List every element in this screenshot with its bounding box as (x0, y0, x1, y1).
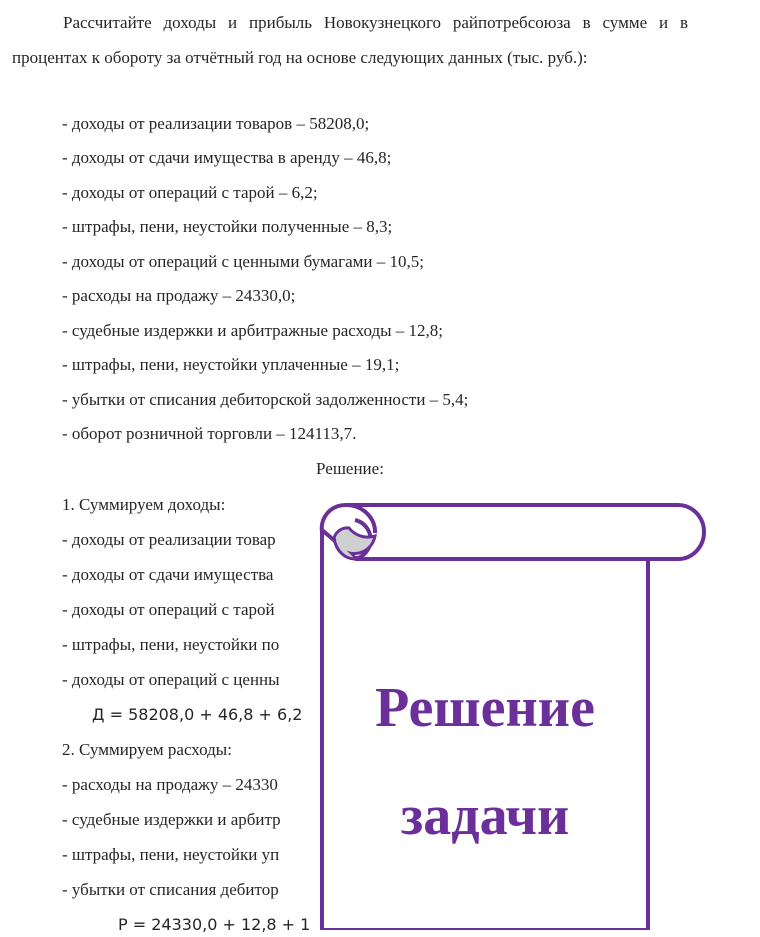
step1-item: - доходы от операций с тарой (62, 600, 275, 619)
scroll-top-roll (346, 505, 704, 559)
step2-item: - убытки от списания дебитор (62, 880, 279, 899)
scroll-title-line2: задачи (400, 785, 570, 847)
solution-heading: Решение: (316, 459, 384, 478)
task-intro: Рассчитайте доходы и прибыль Новокузнецкого райпотребсоюза в сумме и в процентах к обороту за отчётный год на основе следующих данных (тыс. руб.): (12, 13, 688, 67)
step1-item: - доходы от сдачи имущества (62, 565, 274, 584)
task-item-bad-debts: - убытки от списания дебиторской задолженности – 5,4; (62, 390, 469, 409)
step1-item: - доходы от реализации товар (62, 530, 276, 549)
step2-title: 2. Суммируем расходы: (62, 740, 232, 759)
task-item-tare-income: - доходы от операций с тарой – 6,2; (62, 183, 318, 202)
income-formula: Д = 58208,0 + 46,8 + 6,2 (92, 705, 303, 724)
step1-item: - штрафы, пени, неустойки по (62, 635, 280, 654)
step2-item: - штрафы, пени, неустойки уп (62, 845, 280, 864)
task-item-court-costs: - судебные издержки и арбитражные расходы – 12,8; (62, 321, 444, 340)
step2-item: - судебные издержки и арбитр (62, 810, 281, 829)
task-item-rent-income: - доходы от сдачи имущества в аренду – 46,8; (62, 148, 392, 167)
expense-formula: Р = 24330,0 + 12,8 + 1 (118, 915, 311, 934)
task-item-sales-income: - доходы от реализации товаров – 58208,0; (62, 114, 370, 133)
task-item-retail-turnover: - оборот розничной торговли – 124113,7. (62, 424, 357, 443)
task-item-securities-income: - доходы от операций с ценными бумагами – 10,5; (62, 252, 424, 271)
step1-title: 1. Суммируем доходы: (62, 495, 226, 514)
step2-item: - расходы на продажу – 24330 (62, 775, 278, 794)
step1-item: - доходы от операций с ценны (62, 670, 280, 689)
task-item-selling-expenses: - расходы на продажу – 24330,0; (62, 286, 296, 305)
task-item-fines-paid: - штрафы, пени, неустойки уплаченные – 19,1; (62, 355, 400, 374)
scroll-title-line1: Решение (375, 677, 595, 739)
task-item-fines-received: - штрафы, пени, неустойки полученные – 8,3; (62, 217, 393, 236)
